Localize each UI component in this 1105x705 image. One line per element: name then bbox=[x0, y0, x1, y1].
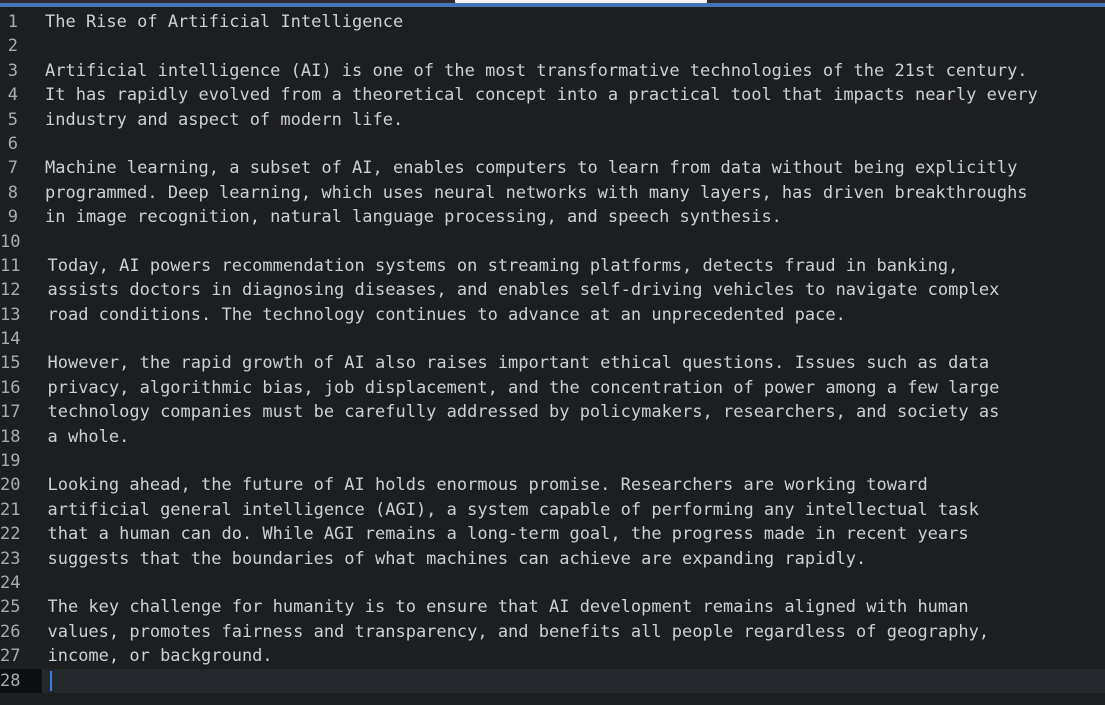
line-text: It has rapidly evolved from a theoretical concept into a practical tool that impacts nearly every bbox=[45, 85, 1038, 106]
editor-line[interactable] bbox=[0, 34, 1105, 58]
line-number: 18 bbox=[0, 426, 21, 447]
line-text: artificial general intelligence (AGI), a system capable of performing any intellectual task bbox=[47, 499, 979, 520]
line-text: income, or background. bbox=[47, 646, 273, 667]
editor-line[interactable] bbox=[0, 376, 1105, 400]
line-text: values, promotes fairness and transparency, and benefits all people regardless of geography, bbox=[47, 621, 990, 642]
line-text: assists doctors in diagnosing diseases, and enables self-driving vehicles to navigate complex bbox=[47, 280, 1000, 301]
editor-line[interactable] bbox=[0, 449, 1105, 473]
line-number: 3 bbox=[7, 60, 18, 81]
line-text bbox=[42, 449, 47, 473]
line-number: 16 bbox=[0, 377, 21, 398]
editor-line[interactable] bbox=[0, 10, 1105, 34]
editor-lines bbox=[0, 10, 1105, 693]
line-number: 27 bbox=[0, 646, 21, 667]
line-text: Looking ahead, the future of AI holds enormous promise. Researchers are working toward bbox=[47, 475, 928, 496]
line-number: 10 bbox=[0, 231, 21, 252]
line-text: However, the rapid growth of AI also raises important ethical questions. Issues such as data bbox=[47, 353, 990, 374]
line-text: road conditions. The technology continues to advance at an unprecedented pace. bbox=[47, 304, 846, 325]
editor-line[interactable] bbox=[0, 59, 1105, 83]
editor-line[interactable] bbox=[0, 230, 1105, 254]
line-text: Machine learning, a subset of AI, enables computers to learn from data without being explicitly bbox=[45, 158, 1018, 179]
line-number: 1 bbox=[7, 12, 18, 32]
line-text: that a human can do. While AGI remains a long-term goal, the progress made in recent years bbox=[47, 524, 969, 545]
line-number: 19 bbox=[0, 451, 21, 472]
line-text: suggests that the boundaries of what machines can achieve are expanding rapidly. bbox=[47, 548, 867, 569]
line-number: 28 bbox=[0, 669, 42, 693]
line-text: The Rise of Artificial Intelligence bbox=[45, 12, 404, 32]
text-cursor bbox=[50, 671, 52, 691]
line-number: 13 bbox=[0, 304, 21, 325]
line-number: 12 bbox=[0, 280, 21, 301]
editor-line[interactable] bbox=[0, 425, 1105, 449]
line-number: 25 bbox=[0, 597, 21, 618]
editor-line[interactable] bbox=[0, 205, 1105, 229]
editor-line[interactable] bbox=[0, 303, 1105, 327]
line-text bbox=[42, 230, 47, 254]
editor-line[interactable] bbox=[0, 669, 1105, 693]
editor-line[interactable] bbox=[0, 473, 1105, 497]
line-text bbox=[40, 132, 45, 156]
line-text bbox=[42, 327, 47, 351]
active-tab-indicator[interactable] bbox=[455, 0, 707, 3]
line-text: privacy, algorithmic bias, job displacement, and the concentration of power among a few large bbox=[47, 377, 1000, 398]
line-text: technology companies must be carefully addressed by policymakers, researchers, and society as bbox=[47, 402, 1000, 423]
editor-line[interactable] bbox=[0, 571, 1105, 595]
editor-line[interactable] bbox=[0, 108, 1105, 132]
editor-line[interactable] bbox=[0, 620, 1105, 644]
line-text: industry and aspect of modern life. bbox=[45, 109, 404, 130]
line-number: 22 bbox=[0, 524, 21, 545]
line-number: 23 bbox=[0, 548, 21, 569]
line-number: 26 bbox=[0, 621, 21, 642]
line-number: 9 bbox=[7, 207, 18, 228]
line-number: 8 bbox=[7, 182, 18, 203]
editor-line[interactable] bbox=[0, 400, 1105, 424]
line-number: 4 bbox=[7, 85, 18, 106]
line-number: 6 bbox=[7, 133, 18, 154]
line-text: in image recognition, natural language processing, and speech synthesis. bbox=[45, 207, 782, 228]
editor-line[interactable] bbox=[0, 498, 1105, 522]
line-text: The key challenge for humanity is to ensure that AI development remains aligned with human bbox=[47, 597, 969, 618]
editor-line[interactable] bbox=[0, 132, 1105, 156]
line-number: 17 bbox=[0, 402, 21, 423]
line-number: 7 bbox=[7, 158, 18, 179]
line-text: programmed. Deep learning, which uses neural networks with many layers, has driven breakthroughs bbox=[45, 182, 1028, 203]
line-text bbox=[42, 571, 47, 595]
line-number: 24 bbox=[0, 572, 21, 593]
editor-line[interactable] bbox=[0, 83, 1105, 107]
text-editor[interactable] bbox=[0, 7, 1105, 693]
line-number: 15 bbox=[0, 353, 21, 374]
window-top-strip bbox=[0, 0, 1105, 3]
line-text: Today, AI powers recommendation systems on streaming platforms, detects fraud in banking, bbox=[47, 255, 959, 276]
editor-line[interactable] bbox=[0, 522, 1105, 546]
line-number: 20 bbox=[0, 475, 21, 496]
editor-line[interactable] bbox=[0, 156, 1105, 180]
editor-line[interactable] bbox=[0, 644, 1105, 668]
line-number: 2 bbox=[7, 36, 18, 57]
editor-line[interactable] bbox=[0, 327, 1105, 351]
editor-line[interactable] bbox=[0, 181, 1105, 205]
line-text: Artificial intelligence (AI) is one of the most transformative technologies of the 21st century. bbox=[45, 60, 1028, 81]
editor-line[interactable] bbox=[0, 595, 1105, 619]
editor-line[interactable] bbox=[0, 351, 1105, 375]
line-number: 21 bbox=[0, 499, 21, 520]
editor-line[interactable] bbox=[0, 254, 1105, 278]
line-text bbox=[40, 34, 45, 58]
line-text bbox=[42, 669, 52, 693]
editor-line[interactable] bbox=[0, 278, 1105, 302]
line-number: 5 bbox=[7, 109, 18, 130]
line-number: 11 bbox=[0, 255, 21, 276]
line-number: 14 bbox=[0, 329, 21, 350]
editor-line[interactable] bbox=[0, 547, 1105, 571]
line-text: a whole. bbox=[47, 426, 130, 447]
